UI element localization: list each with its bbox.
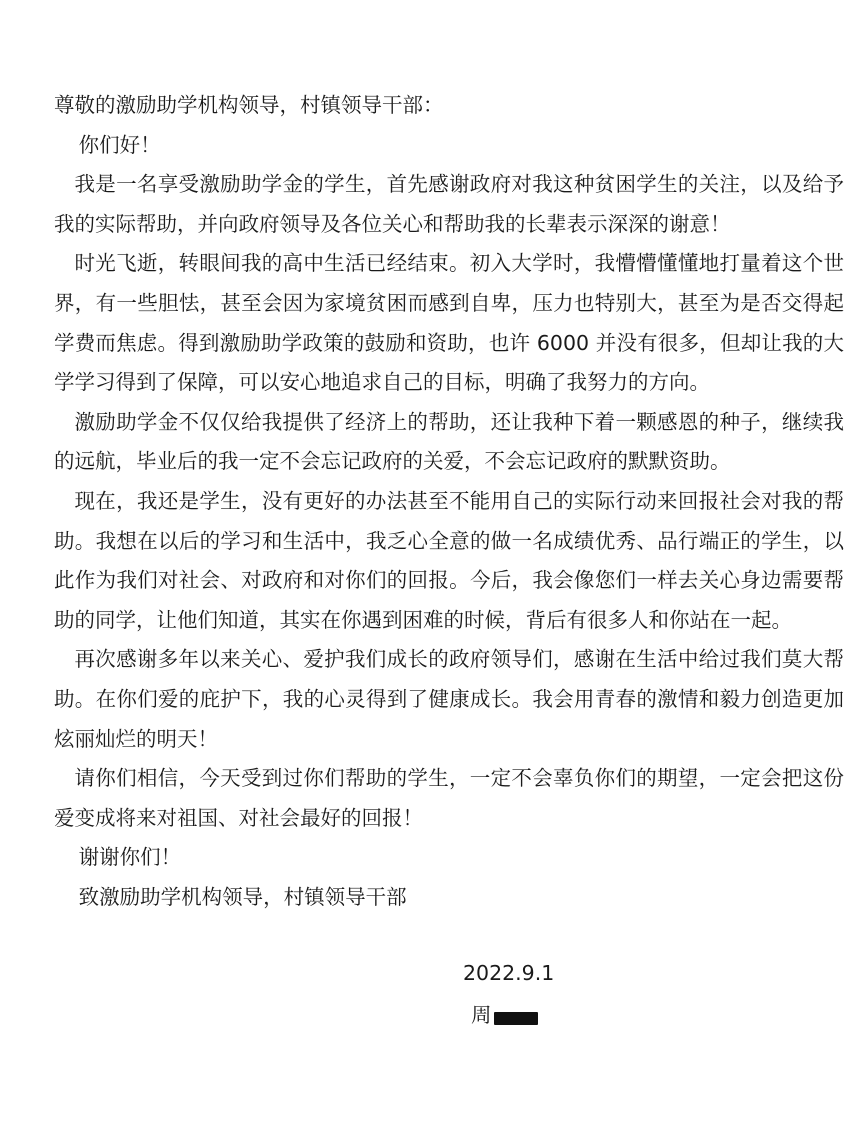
addressee-line: 致激励助学机构领导，村镇领导干部 <box>78 884 407 909</box>
salutation: 尊敬的激励助学机构领导，村镇领导干部： <box>54 93 444 117</box>
letter-body <box>54 86 844 917</box>
letter-date: 2022.9.1 <box>463 961 555 985</box>
thanks-line: 谢谢你们！ <box>78 845 182 870</box>
signature <box>471 1000 538 1030</box>
paragraph-thanks-again: 再次感谢多年以来关心、爱护我们成长的政府领导们，感谢在生活中给过我们莫大帮助。在你们爱的庇护下，我的心灵得到了健康成长。我会用青春的激情和毅力创造更加炫丽灿烂的明天！ <box>54 647 844 751</box>
redaction-mark <box>494 1012 538 1025</box>
paragraph-future-plans: 现在，我还是学生，没有更好的办法甚至不能用自己的实际行动来回报社会对我的帮助。我想在以后的学习和生活中，我乏心全意的做一名成绩优秀、品行端正的学生，以此作为我们对社会、对政府和对你们的回报。今后，我会像您们一样去关心身边需要帮助的同学，让他们知道，其实在你遇到困难的时候，背后有很多人和你站在一起。 <box>54 488 844 632</box>
signature-surname: 周 <box>471 1003 492 1027</box>
paragraph-promise: 请你们相信，今天受到过你们帮助的学生，一定不会辜负你们的期望，一定会把这份爱变成将来对祖国、对社会最好的回报！ <box>54 766 844 830</box>
paragraph-gratitude-seed: 激励助学金不仅仅给我提供了经济上的帮助，还让我种下着一颗感恩的种子，继续我的远航，毕业后的我一定不会忘记政府的关爱，不会忘记政府的默默资助。 <box>54 409 844 474</box>
paragraph-university-life: 时光飞逝，转眼间我的高中生活已经结束。初入大学时，我懵懵懂懂地打量着这个世界，有一些胆怯，甚至会因为家境贫困而感到自卑，压力也特别大，甚至为是否交得起学费而焦虑。得到激励助学政策的鼓励和资助，也许 6000 并没有很多，但却让我的大学学习得到了保障，可以安心地追求自己的目标，明确了我努力的方向。 <box>54 251 844 395</box>
paragraph-thanks-intro: 我是一名享受激励助学金的学生，首先感谢政府对我这种贫困学生的关注，以及给予我的实际帮助，并向政府领导及各位关心和帮助我的长辈表示深深的谢意！ <box>54 172 844 236</box>
greeting: 你们好！ <box>78 132 161 157</box>
